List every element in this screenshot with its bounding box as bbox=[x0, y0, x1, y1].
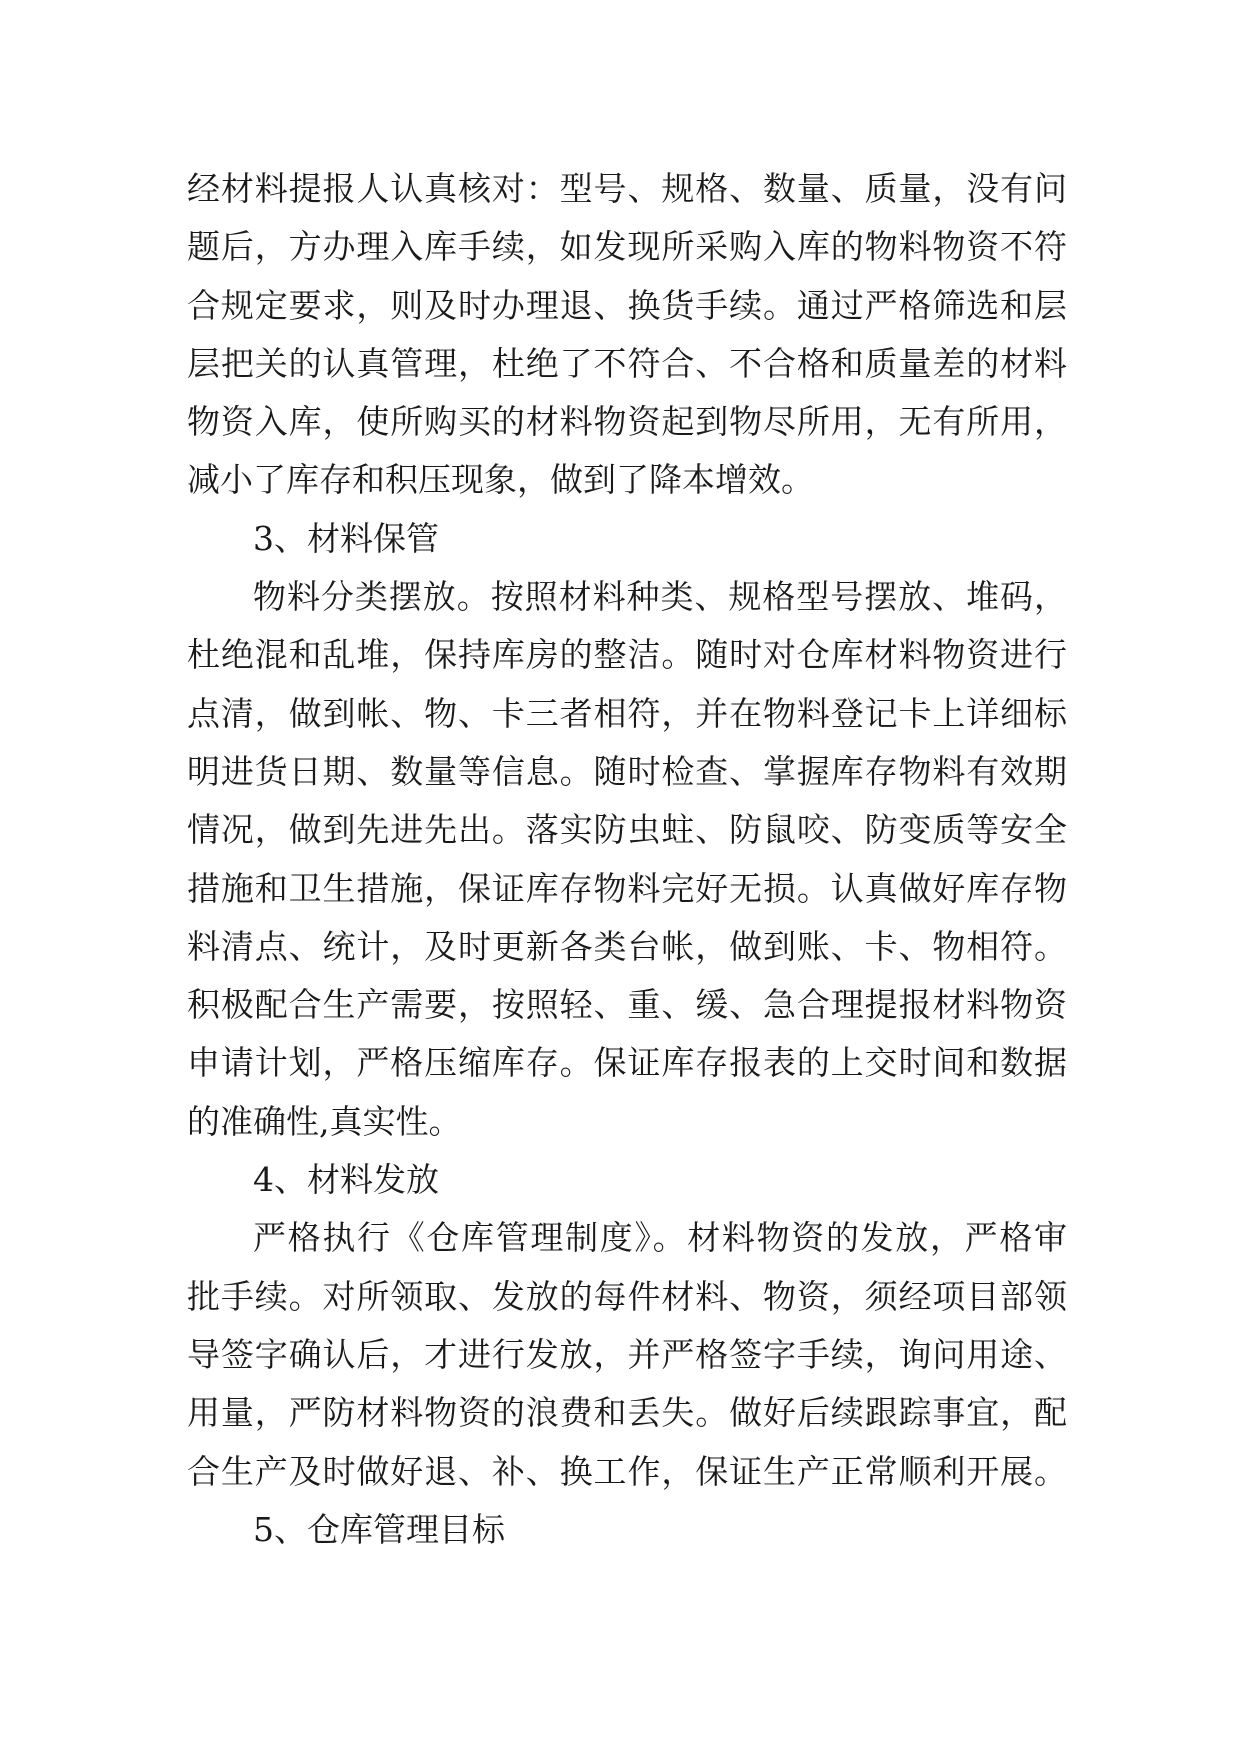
paragraph-line: 的准确性,真实性。 bbox=[187, 1101, 462, 1141]
paragraph-line: 用量，严防材料物资的浪费和丢失。做好后续跟踪事宜，配 bbox=[187, 1393, 1067, 1433]
paragraph-line: 明进货日期、数量等信息。随时检查、掌握库存物料有效期 bbox=[187, 751, 1067, 791]
section-heading: 3、材料保管 bbox=[253, 518, 439, 558]
paragraph-line: 合规定要求，则及时办理退、换货手续。通过严格筛选和层 bbox=[187, 285, 1067, 325]
paragraph-line: 层把关的认真管理，杜绝了不符合、不合格和质量差的材料 bbox=[187, 343, 1067, 383]
paragraph-line: 申请计划，严格压缩库存。保证库存报表的上交时间和数据 bbox=[187, 1043, 1067, 1083]
paragraph-line: 情况，做到先进先出。落实防虫蛀、防鼠咬、防变质等安全 bbox=[187, 810, 1067, 850]
paragraph-line: 积极配合生产需要，按照轻、重、缓、急合理提报材料物资 bbox=[187, 985, 1067, 1025]
document-body bbox=[187, 160, 1067, 1559]
paragraph-line: 点清，做到帐、物、卡三者相符，并在物料登记卡上详细标 bbox=[187, 693, 1067, 733]
paragraph-line: 物料分类摆放。按照材料种类、规格型号摆放、堆码， bbox=[253, 577, 1067, 617]
paragraph-line: 措施和卫生措施，保证库存物料完好无损。认真做好库存物 bbox=[187, 868, 1067, 908]
paragraph-line: 导签字确认后，才进行发放，并严格签字手续，询问用途、 bbox=[187, 1334, 1067, 1374]
paragraph-line: 料清点、统计，及时更新各类台帐，做到账、卡、物相符。 bbox=[187, 926, 1067, 966]
section-heading: 4、材料发放 bbox=[253, 1160, 439, 1200]
paragraph-line: 合生产及时做好退、补、换工作，保证生产正常顺利开展。 bbox=[187, 1451, 1067, 1491]
paragraph-line: 批手续。对所领取、发放的每件材料、物资，须经项目部领 bbox=[187, 1276, 1067, 1316]
section-heading: 5、仓库管理目标 bbox=[253, 1509, 505, 1549]
paragraph-line: 经材料提报人认真核对：型号、规格、数量、质量，没有问 bbox=[187, 169, 1067, 208]
paragraph-line: 物资入库，使所购买的材料物资起到物尽所用，无有所用， bbox=[187, 402, 1067, 442]
paragraph-line: 严格执行《仓库管理制度》。材料物资的发放，严格审 bbox=[253, 1218, 1067, 1258]
paragraph-line: 题后，方办理入库手续，如发现所采购入库的物料物资不符 bbox=[187, 227, 1067, 267]
paragraph-line: 减小了库存和积压现象，做到了降本增效。 bbox=[187, 460, 814, 500]
paragraph-line: 杜绝混和乱堆，保持库房的整洁。随时对仓库材料物资进行 bbox=[187, 635, 1067, 675]
